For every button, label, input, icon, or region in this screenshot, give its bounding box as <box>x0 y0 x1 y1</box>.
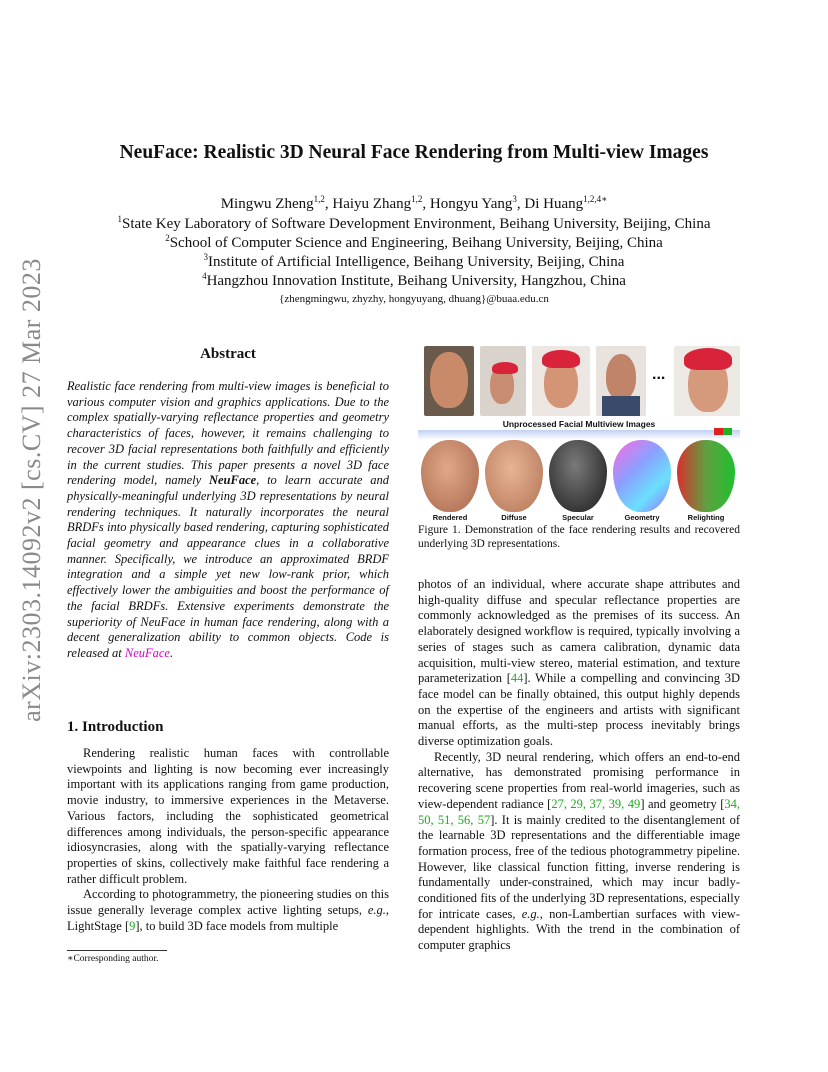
render-labels <box>418 513 740 523</box>
author-sup: 1,2 <box>313 194 325 204</box>
more-images-ellipsis: ... <box>652 366 666 383</box>
text: According to photogrammetry, the pioneering studies on this issue generally leverage complex active lighting setups, <box>67 887 389 918</box>
right-column-body <box>418 577 740 954</box>
paragraph: Rendering realistic human faces with controllable viewpoints and lighting is now becoming ever increasingly important with its applications ranging from game production, movie industry, to immersive experiences in the Metaverse. Various factors, including the sophisticated geometrical differences among individuals, the person-specific appearance idiosyncrasies, along with the spatially-varying reflectance properties of skins, collectively make faithful face rendering a rather difficult problem. <box>67 746 389 886</box>
footnote: ∗Corresponding author. <box>67 954 159 964</box>
diffuse-face <box>485 440 543 512</box>
label-specular: Specular <box>562 513 594 522</box>
relighting-face <box>677 440 735 512</box>
paragraph <box>418 750 740 954</box>
text: ]. While a compelling and convincing 3D face model can be finally obtained, this output highly depends on the expertise of the engineers and artists with significant manual efforts, as the multi-step process inevitably brings diverse optimization goals. <box>418 671 740 749</box>
face-photo <box>532 346 590 416</box>
specular-face <box>549 440 607 512</box>
footnote-divider <box>67 950 167 951</box>
affil-sup: 4 <box>202 271 207 281</box>
author: Haiyu Zhang <box>332 196 412 212</box>
affil-text: Hangzhou Innovation Institute, Beihang University, Hangzhou, China <box>206 273 626 289</box>
code-link[interactable]: NeuFace <box>124 645 170 660</box>
author-list: Mingwu Zheng$^{1,2}$, Haiyu Zhang$^{1,2}$, Hongyu Yang$^3$, Di Huang$^{1,2,4∗}$ <box>220 194 608 212</box>
model-name: NeuFace <box>208 473 257 488</box>
rendered-results <box>418 440 740 510</box>
paragraph <box>67 887 389 934</box>
figure-1 <box>418 342 740 524</box>
section-heading-introduction: 1. Introduction <box>67 719 164 735</box>
affiliation <box>0 252 828 271</box>
label-relighting: Relighting <box>687 513 725 522</box>
geometry-face <box>613 440 671 512</box>
affil-sup: 3 <box>203 252 209 262</box>
affil-text: School of Computer Science and Engineering, Beihang University, Beijing, China <box>169 235 663 251</box>
text: , non-Lambertian surfaces with view-dependent highlights. With the trend in the combination of computer graphics <box>418 906 740 953</box>
author: Di Huang <box>524 196 584 212</box>
citation-link[interactable]: 27, 29, 37, 39, 49 <box>551 796 641 811</box>
figure-caption: Figure 1. Demonstration of the face rendering results and recovered underlying 3D representations. <box>418 524 740 550</box>
paragraph <box>418 577 740 750</box>
author: Hongyu Yang <box>429 196 513 212</box>
author-sup: 1,2,4∗ <box>583 194 608 204</box>
text: e.g. <box>367 903 386 918</box>
author-sup: 1,2 <box>411 194 423 204</box>
paper-title: NeuFace: Realistic 3D Neural Face Rendering from Multi-view Images <box>119 142 709 163</box>
text: ]. It is mainly credited to the disentanglement of the learnable 3D representations and the differentiable image formation process, free of the tedious photogrammetry pipeline. However, like classical function fitting, inverse rendering is fundamentally under-constrained, which may incur badly-conditioned fits of the underlying 3D representations, especially for intricate cases, <box>418 812 741 921</box>
author-sup: 3 <box>512 194 517 204</box>
text: ] and geometry [ <box>640 796 725 811</box>
face-photo <box>480 346 526 416</box>
face-photo <box>424 346 474 416</box>
citation-link[interactable]: 44 <box>510 671 524 686</box>
abstract-text: Realistic face rendering from multi-view images is beneficial to various computer vision and graphics applications. Due to the complex spatially-varying reflectance properties and geometry characteristics of faces, however, it remains challenging to recover 3D facial representations both faithfully and efficiently in the current studies. This paper presents a novel 3D face rendering model, namely <box>67 379 389 488</box>
author: Mingwu Zheng <box>220 196 314 212</box>
intro-body <box>67 746 389 934</box>
affil-text: State Key Laboratory of Software Development Environment, Beihang University, Beijing, China <box>122 216 711 232</box>
citation-link[interactable]: 34, 50, 51, 56, 57 <box>418 796 741 827</box>
abstract-body <box>67 379 389 662</box>
affil-sup: 2 <box>165 233 170 243</box>
text: photos of an individual, where accurate shape attributes and high-quality diffuse and specular reflectance properties are commonly acknowledged as the premises of its success. An elaborately designed workflow is required, typically involving a series of stages such as camera calibration, dynamic data acquisition, multi-view stereo, material estimation, and texture parameterization [ <box>418 577 740 686</box>
affiliation <box>0 214 828 233</box>
pipeline-arrow <box>418 430 740 440</box>
citation-link[interactable]: 9 <box>129 918 136 933</box>
rendered-face <box>421 440 479 512</box>
label-geometry: Geometry <box>624 513 660 522</box>
author-emails: {zhengmingwu, zhyzhy, hongyuyang, dhuang}@buaa.edu.cn <box>279 293 549 305</box>
label-diffuse: Diffuse <box>501 513 527 522</box>
text: ], to build 3D face models from multiple <box>135 918 339 933</box>
affiliation <box>0 271 828 290</box>
abstract-heading: Abstract <box>200 346 256 362</box>
label-rendered: Rendered <box>432 513 468 522</box>
affil-sup: 1 <box>117 214 122 224</box>
arxiv-sidebar <box>12 258 52 722</box>
unprocessed-images-label: Unprocessed Facial Multiview Images <box>502 419 656 429</box>
affil-text: Institute of Artificial Intelligence, Beihang University, Beijing, China <box>208 254 625 270</box>
arxiv-identifier: arXiv:2303.14092v2 [cs.CV] 27 Mar 2023 <box>17 258 46 722</box>
face-photo <box>674 346 740 416</box>
abstract-text: , to learn accurate and physically-meaningful underlying 3D representations by neural rendering techniques. It naturally incorporates the neural BRDFs into physically based rendering, capturing sophisticated facial geometry and appearance clues in a collaborative manner. Specifically, we introduce an approximated BRDF integration and a simple yet new low-rank prior, which effectively lower the ambiguities and boost the performance of the facial BRDFs. Extensive experiments demonstrate the superiority of NeuFace in human face rendering, along with a decent generalization ability to common objects. Code is released at <box>67 473 390 660</box>
text: , LightStage [ <box>67 903 389 933</box>
text: e.g. <box>521 906 540 921</box>
multiview-photos <box>424 346 740 416</box>
face-photo <box>596 346 646 416</box>
lighting-swatch <box>714 428 732 435</box>
affiliation <box>0 233 828 252</box>
abstract-text: . <box>169 645 174 660</box>
text: Recently, 3D neural rendering, which offers an end-to-end alternative, has demonstrated promising performance in recovering scene properties from real-world imageries, such as view-dependent radiance [ <box>418 749 740 811</box>
